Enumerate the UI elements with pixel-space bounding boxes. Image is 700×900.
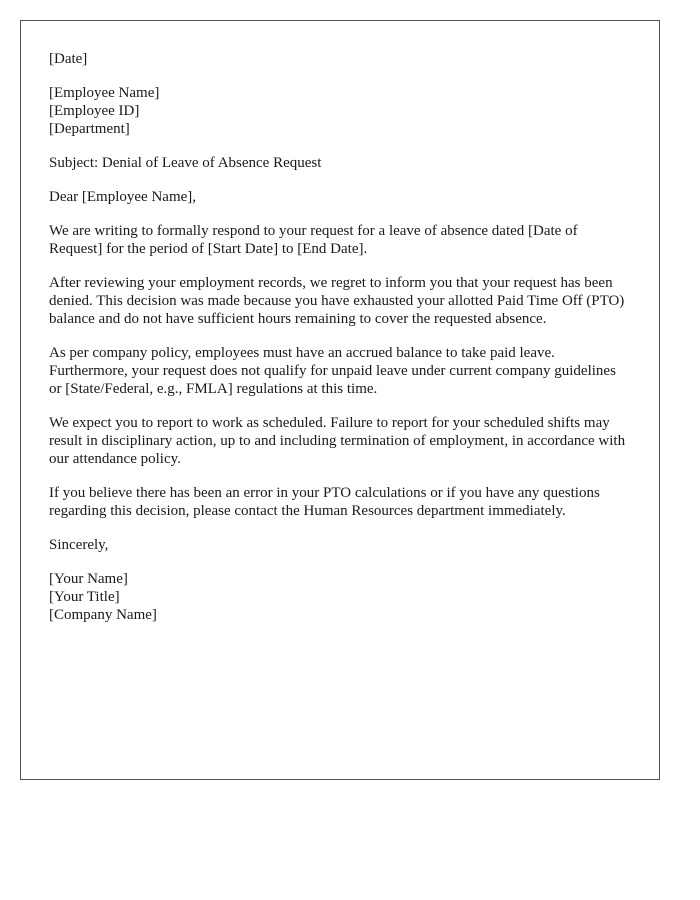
recipient-department: [Department] (49, 121, 130, 137)
body-paragraph-request: We are writing to formally respond to your request for a leave of absence dated [Date of Request] for the period of [Start Date] to [End Date]. (49, 223, 578, 257)
letter-salutation: Dear [Employee Name], (49, 189, 197, 205)
recipient-id: [Employee ID] (49, 103, 140, 119)
letter-subject: Subject: Denial of Leave of Absence Request (49, 155, 322, 171)
sender-block (49, 570, 631, 624)
body-paragraph-policy: As per company policy, employees must have an accrued balance to take paid leave. Furthermore, your request does not qualify for unpaid leave under current company guidelines or [State/Federal, e.g., FMLA] regulations at this time. (49, 345, 616, 397)
sender-name: [Your Name] (49, 571, 128, 587)
letter-closing: Sincerely, (49, 537, 109, 553)
sender-company: [Company Name] (49, 607, 157, 623)
body-paragraph-expectation: We expect you to report to work as scheduled. Failure to report for your scheduled shifts may result in disciplinary action, up to and including termination of employment, in accordance with our attendance policy. (49, 415, 626, 467)
recipient-name: [Employee Name] (49, 85, 160, 101)
letter-date: [Date] (49, 51, 88, 67)
body-paragraph-denial: After reviewing your employment records, we regret to inform you that your request has been denied. This decision was made because you have exhausted your allotted Paid Time Off (PTO) balance and do not have sufficient hours remaining to cover the requested absence. (49, 275, 625, 327)
recipient-block (49, 84, 631, 138)
body-paragraph-contact: If you believe there has been an error in your PTO calculations or if you have any questions regarding this decision, please contact the Human Resources department immediately. (49, 485, 600, 519)
letter-page (20, 20, 660, 780)
sender-title: [Your Title] (49, 589, 120, 605)
